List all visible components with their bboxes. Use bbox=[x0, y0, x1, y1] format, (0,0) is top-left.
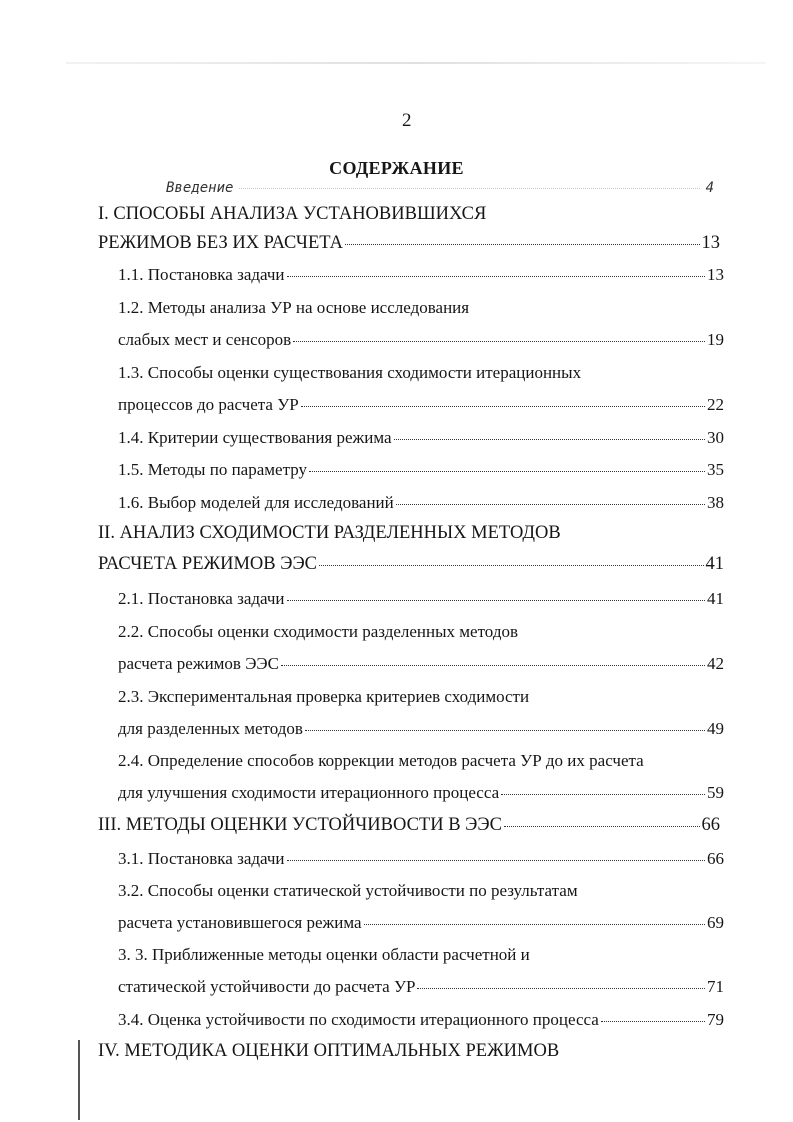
toc-entry-3-2[interactable] bbox=[118, 912, 724, 934]
toc-entry-page: 71 bbox=[707, 977, 724, 996]
toc-entry-page: 35 bbox=[707, 460, 724, 479]
scan-edge-shadow bbox=[66, 62, 766, 64]
leader-dots bbox=[239, 188, 699, 189]
toc-entry-intro-label: Введение bbox=[166, 180, 234, 196]
toc-entry-page: 19 bbox=[707, 330, 724, 349]
toc-entry-chapter-2[interactable] bbox=[98, 553, 724, 575]
chapter-3-title: III. МЕТОДЫ ОЦЕНКИ УСТОЙЧИВОСТИ В ЭЭС bbox=[98, 815, 502, 835]
chapter-4-title-line1[interactable]: IV. МЕТОДИКА ОЦЕНКИ ОПТИМАЛЬНЫХ РЕЖИМОВ bbox=[98, 1041, 560, 1061]
toc-entry-page: 49 bbox=[707, 719, 724, 738]
chapter-2-title-line1[interactable]: II. АНАЛИЗ СХОДИМОСТИ РАЗДЕЛЕННЫХ МЕТОДОВ bbox=[98, 523, 561, 543]
toc-entry-label: 1.1. Постановка задачи bbox=[118, 265, 285, 284]
toc-entry-page: 59 bbox=[707, 783, 724, 802]
leader-dots bbox=[287, 276, 705, 277]
toc-entry-3-3[interactable] bbox=[118, 976, 724, 998]
toc-entry-chapter-3[interactable] bbox=[98, 814, 720, 836]
toc-entry-page: 69 bbox=[707, 913, 724, 932]
leader-dots bbox=[396, 504, 705, 505]
leader-dots bbox=[281, 665, 705, 666]
chapter-2-title-line2: РАСЧЕТА РЕЖИМОВ ЭЭС bbox=[98, 554, 317, 574]
leader-dots bbox=[301, 406, 705, 407]
toc-entry-label: 3.1. Постановка задачи bbox=[118, 849, 285, 868]
toc-entry-label: 3.4. Оценка устойчивости по сходимости итерационного процесса bbox=[118, 1010, 599, 1029]
toc-entry-1-3-line1[interactable]: 1.3. Способы оценки существования сходимости итерационных bbox=[118, 363, 582, 382]
leader-dots bbox=[501, 794, 705, 795]
leader-dots bbox=[394, 439, 705, 440]
leader-dots bbox=[601, 1021, 705, 1022]
toc-entry-label: расчета режимов ЭЭС bbox=[118, 654, 279, 673]
toc-entry-label: 1.6. Выбор моделей для исследований bbox=[118, 493, 394, 512]
toc-entry-page: 66 bbox=[707, 849, 724, 868]
leader-dots bbox=[287, 860, 705, 861]
leader-dots bbox=[287, 600, 705, 601]
chapter-3-page: 66 bbox=[701, 815, 720, 835]
leader-dots bbox=[345, 244, 700, 245]
toc-entry-label: статической устойчивости до расчета УР bbox=[118, 977, 416, 996]
toc-entry-1-4[interactable] bbox=[118, 427, 724, 449]
toc-entry-label: процессов до расчета УР bbox=[118, 395, 299, 414]
toc-entry-chapter-1[interactable] bbox=[98, 232, 720, 254]
toc-entry-2-2[interactable] bbox=[118, 653, 724, 675]
toc-entry-1-2-line1[interactable]: 1.2. Методы анализа УР на основе исследования bbox=[118, 298, 470, 317]
leader-dots bbox=[309, 471, 705, 472]
chapter-1-title-line1[interactable]: I. СПОСОБЫ АНАЛИЗА УСТАНОВИВШИХСЯ bbox=[98, 204, 487, 224]
toc-entry-page: 79 bbox=[707, 1010, 724, 1029]
toc-entry-2-4-line1[interactable]: 2.4. Определение способов коррекции методов расчета УР до их расчета bbox=[118, 751, 644, 770]
toc-entry-2-2-line1[interactable]: 2.2. Способы оценки сходимости разделенных методов bbox=[118, 622, 518, 641]
toc-entry-page: 22 bbox=[707, 395, 724, 414]
toc-entry-1-3[interactable] bbox=[118, 394, 724, 416]
leader-dots bbox=[305, 730, 705, 731]
toc-entry-page: 13 bbox=[707, 265, 724, 284]
toc-entry-label: 1.4. Критерии существования режима bbox=[118, 428, 392, 447]
toc-entry-3-4[interactable] bbox=[118, 1009, 724, 1031]
toc-entry-label: 1.5. Методы по параметру bbox=[118, 460, 307, 479]
toc-entry-page: 38 bbox=[707, 493, 724, 512]
toc-entry-intro-page: 4 bbox=[705, 180, 714, 196]
leader-dots bbox=[417, 988, 705, 989]
toc-entry-3-3-line1[interactable]: 3. 3. Приближенные методы оценки области расчетной и bbox=[118, 945, 530, 964]
toc-entry-page: 30 bbox=[707, 428, 724, 447]
toc-entry-label: 2.1. Постановка задачи bbox=[118, 589, 285, 608]
leader-dots bbox=[319, 565, 704, 566]
toc-entry-label: для улучшения сходимости итерационного процесса bbox=[118, 783, 500, 802]
margin-mark bbox=[78, 1040, 80, 1120]
toc-entry-page: 42 bbox=[707, 654, 724, 673]
toc-entry-1-1[interactable] bbox=[118, 264, 724, 286]
toc-entry-2-3-line1[interactable]: 2.3. Экспериментальная проверка критериев сходимости bbox=[118, 687, 530, 706]
toc-entry-page: 41 bbox=[707, 589, 724, 608]
toc-entry-2-3[interactable] bbox=[118, 718, 724, 740]
toc-entry-label: для разделенных методов bbox=[118, 719, 303, 738]
leader-dots bbox=[504, 826, 700, 827]
toc-entry-1-6[interactable] bbox=[118, 492, 724, 514]
toc-title: СОДЕРЖАНИЕ bbox=[329, 158, 464, 178]
toc-entry-2-4[interactable] bbox=[118, 782, 724, 804]
chapter-1-title-line2: РЕЖИМОВ БЕЗ ИХ РАСЧЕТА bbox=[98, 233, 343, 253]
toc-entry-3-1[interactable] bbox=[118, 848, 724, 870]
toc-entry-1-5[interactable] bbox=[118, 459, 724, 481]
leader-dots bbox=[293, 341, 705, 342]
chapter-1-page: 13 bbox=[701, 233, 720, 253]
toc-entry-2-1[interactable] bbox=[118, 588, 724, 610]
toc-entry-3-2-line1[interactable]: 3.2. Способы оценки статической устойчивости по результатам bbox=[118, 881, 578, 900]
page-number: 2 bbox=[402, 110, 412, 131]
toc-entry-label: расчета установившегося режима bbox=[118, 913, 362, 932]
toc-entry-1-2[interactable] bbox=[118, 329, 724, 351]
toc-entry-intro[interactable] bbox=[166, 180, 714, 196]
toc-entry-label: слабых мест и сенсоров bbox=[118, 330, 292, 349]
leader-dots bbox=[364, 924, 705, 925]
chapter-2-page: 41 bbox=[705, 554, 724, 574]
